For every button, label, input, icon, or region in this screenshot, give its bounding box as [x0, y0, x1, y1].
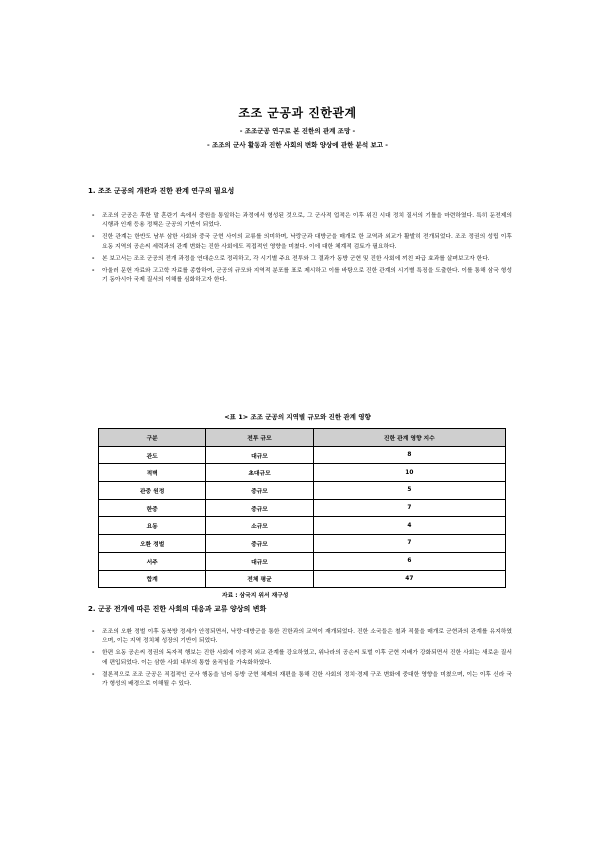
table-header-row [99, 429, 506, 447]
table-row [99, 535, 506, 553]
table-cell: 초대규모 [206, 464, 313, 482]
table-cell: 한중 [99, 499, 206, 517]
section-1-heading: 1. 조조 군공의 개관과 진한 관계 연구의 필요성 [88, 187, 235, 195]
table-cell: 관도 [99, 446, 206, 464]
table-cell: 10 [313, 464, 505, 482]
table-cell: 중규모 [206, 535, 313, 553]
table-cell: 적벽 [99, 464, 206, 482]
table-cell: 중규모 [206, 482, 313, 500]
table-cell: 중규모 [206, 499, 313, 517]
bullet-item: - 조조의 오환 정벌 이후 동북방 정세가 안정되면서, 낙랑·대방군을 통한 진한과의 교역이 재개되었다. 진한 소국들은 철과 직물을 매개로 군현과의 관계를 유지하였으며, 이는 지역 정치체 성장의 기반이 되었다. [92, 628, 512, 646]
table-cell: 47 [313, 570, 505, 588]
table-cell: 관중 원정 [99, 482, 206, 500]
table-cell: 서주 [99, 552, 206, 570]
table-cell: 대규모 [206, 446, 313, 464]
bullet-item: - 조조의 군공은 후한 말 혼란기 속에서 중원을 통일하는 과정에서 형성된 것으로, 그 군사적 업적은 이후 위진 시대 정치 질서의 기틀을 마련하였다. 특히 둔전제의 시행과 인재 등용 정책은 군공의 기반이 되었다. [92, 212, 512, 230]
section-1-bullet-list [92, 212, 512, 288]
table-cell: 대규모 [206, 552, 313, 570]
bullet-item: - 한편 요동 공손씨 정권의 독자적 행보는 진한 사회에 이중적 외교 관계를 강요하였고, 위나라의 공손씨 토벌 이후 군현 지배가 강화되면서 진한 사회는 새로운 질서에 편입되었다. 이는 삼한 사회 내부의 통합 움직임을 가속화하였다. [92, 649, 512, 667]
table-row [99, 446, 506, 464]
table-cell: 소규모 [206, 517, 313, 535]
table-header-cell: 구분 [99, 429, 206, 447]
table-cell: 5 [313, 482, 505, 500]
table-cell: 합계 [99, 570, 206, 588]
bullet-item: - 진한 관계는 한반도 남부 삼한 사회와 중국 군현 사이의 교류를 의미하며, 낙랑군과 대방군을 매개로 한 교역과 외교가 활발히 전개되었다. 조조 정권의 성립 이후 요동 지역의 공손씨 세력과의 관계 변화는 진한 사회에도 직접적인 영향을 미쳤다. 이에 대한 체계적 검토가 필요하다. [92, 233, 512, 251]
table-row [99, 482, 506, 500]
table-row [99, 517, 506, 535]
table-cell: 6 [313, 552, 505, 570]
table-row [99, 464, 506, 482]
data-table [98, 428, 506, 588]
bullet-item: - 결론적으로 조조 군공은 직접적인 군사 행동을 넘어 동방 군현 체제의 재편을 통해 진한 사회의 정치·경제 구조 변화에 중대한 영향을 미쳤으며, 이는 이후 신라 국가 형성의 배경으로 이해될 수 있다. [92, 671, 512, 689]
section-2-heading: 2. 군공 전개에 따른 진한 사회의 대응과 교류 양상의 변화 [88, 605, 267, 613]
bullet-item: - 아울러 문헌 자료와 고고학 자료를 종합하여, 군공의 규모와 지역적 분포를 표로 제시하고 이를 바탕으로 진한 관계의 시기별 특징을 도출한다. 이를 통해 삼국 형성기 동아시아 국제 질서의 이해를 심화하고자 한다. [92, 267, 512, 285]
table-row [99, 552, 506, 570]
table-cell: 7 [313, 499, 505, 517]
table-header-cell: 전투 규모 [206, 429, 313, 447]
table-cell: 8 [313, 446, 505, 464]
table-row [99, 570, 506, 588]
table-header-cell: 진한 관계 영향 지수 [313, 429, 505, 447]
table-source-note: 자료 : 삼국지 위서 재구성 [222, 593, 289, 599]
table-cell: 7 [313, 535, 505, 553]
table-cell: 오환 정벌 [99, 535, 206, 553]
section-2-bullet-list [92, 628, 512, 692]
table-cell: 전체 평균 [206, 570, 313, 588]
table-row [99, 499, 506, 517]
document-title: 조조 군공과 진한관계 [238, 106, 357, 120]
table-caption: <표 1> 조조 군공의 지역별 규모와 진한 관계 영향 [224, 413, 371, 421]
document-subtitle-2: - 조조의 군사 활동과 진한 사회의 변화 양상에 관한 분석 보고 - [207, 141, 388, 149]
table-cell: 요동 [99, 517, 206, 535]
table-cell: 4 [313, 517, 505, 535]
document-subtitle-1: - 조조군공 연구로 본 진한의 관계 조망 - [239, 127, 356, 135]
bullet-item: - 본 보고서는 조조 군공의 전개 과정을 연대순으로 정리하고, 각 시기별 주요 전투와 그 결과가 동방 군현 및 진한 사회에 끼친 파급 효과를 살펴보고자 한다. [92, 255, 512, 264]
